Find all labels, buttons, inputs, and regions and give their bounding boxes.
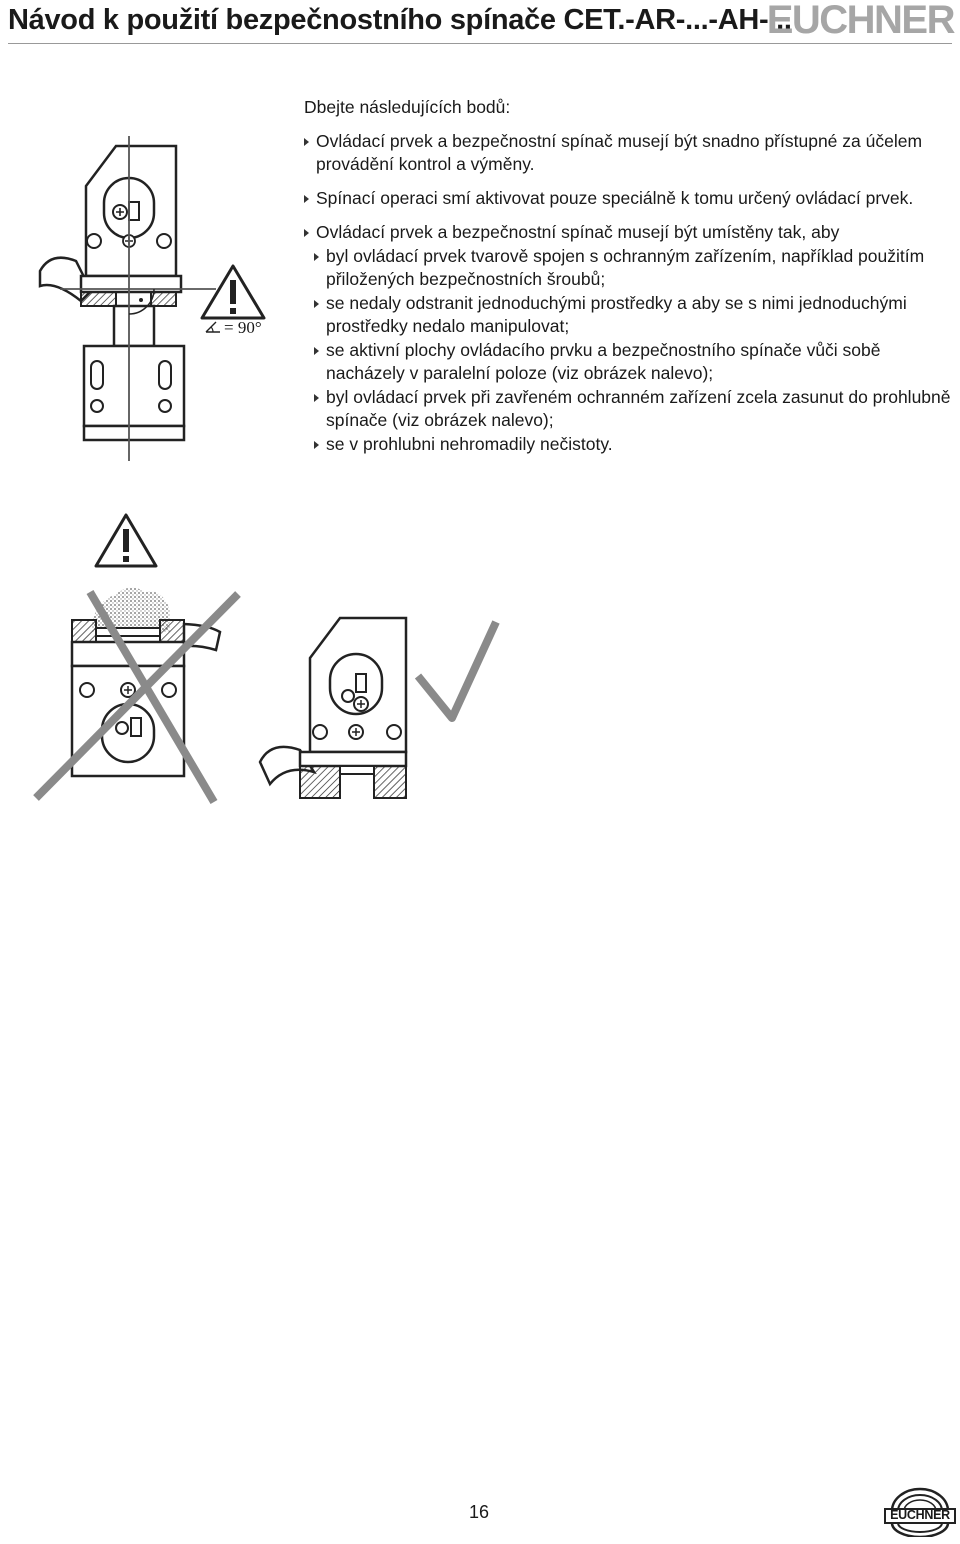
bullet-arrow-icon [314,394,319,402]
sub-bullet-item: se v prohlubni nehromadily nečistoty. [304,433,954,456]
cross-mark-icon [30,580,250,810]
bullet-arrow-icon [314,347,319,355]
page-number: 16 [469,1502,490,1522]
footer-logo-text: EUCHNER [890,1508,950,1522]
bullet-arrow-icon [304,195,309,203]
angle-icon [204,320,222,334]
angle-label: = 90° [224,318,262,337]
bullet-item: Ovládací prvek a bezpečnostní spínač musejí být snadno přístupné za účelem provádění kontrol a výměny. [304,130,954,176]
instructions-intro: Dbejte následujících bodů: [304,97,511,117]
bullet-item: Spínací operaci smí aktivovat pouze speciálně k tomu určený ovládací prvek. [304,187,954,210]
header-divider [8,43,952,44]
sub-bullet-item: byl ovládací prvek při zavřeném ochranném zařízení zcela zasunut do prohlubně spínače (viz obrázek nalevo); [304,386,954,432]
wrong-installation-figure [30,580,250,810]
bullet-arrow-icon [304,138,309,146]
sub-bullet-item: se aktivní plochy ovládacího prvku a bezpečnostního spínače vůči sobě nacházely v paralelní poloze (viz obrázek nalevo); [304,339,954,385]
bullet-arrow-icon [314,441,319,449]
bullet-arrow-icon [314,300,319,308]
warning-angle-group [198,262,268,337]
sub-bullet-item: se nedaly odstranit jednoduchými prostředky a aby se s nimi jednoduchými prostředky nedalo manipulovat; [304,292,954,338]
bullet-item: Ovládací prvek a bezpečnostní spínač musejí být umístěny tak, aby [304,221,954,244]
warning-triangle-icon [198,262,268,322]
warning-triangle-icon [93,512,159,570]
document-title: Návod k použití bezpečnostního spínače CET.-AR-...-AH-... [8,4,792,36]
page-header [0,0,960,44]
check-mark-icon [412,616,502,726]
correct-installation-figure [256,612,416,802]
bullet-arrow-icon [314,253,319,261]
sub-bullet-item: byl ovládací prvek tvarově spojen s ochranným zařízením, například použitím přiložených bezpečnostních šroubů; [304,245,954,291]
euchner-logo [884,1487,956,1542]
brand-logo-text: EUCHNER [766,0,954,42]
instructions-block [304,96,954,457]
bullet-arrow-icon [304,229,309,237]
